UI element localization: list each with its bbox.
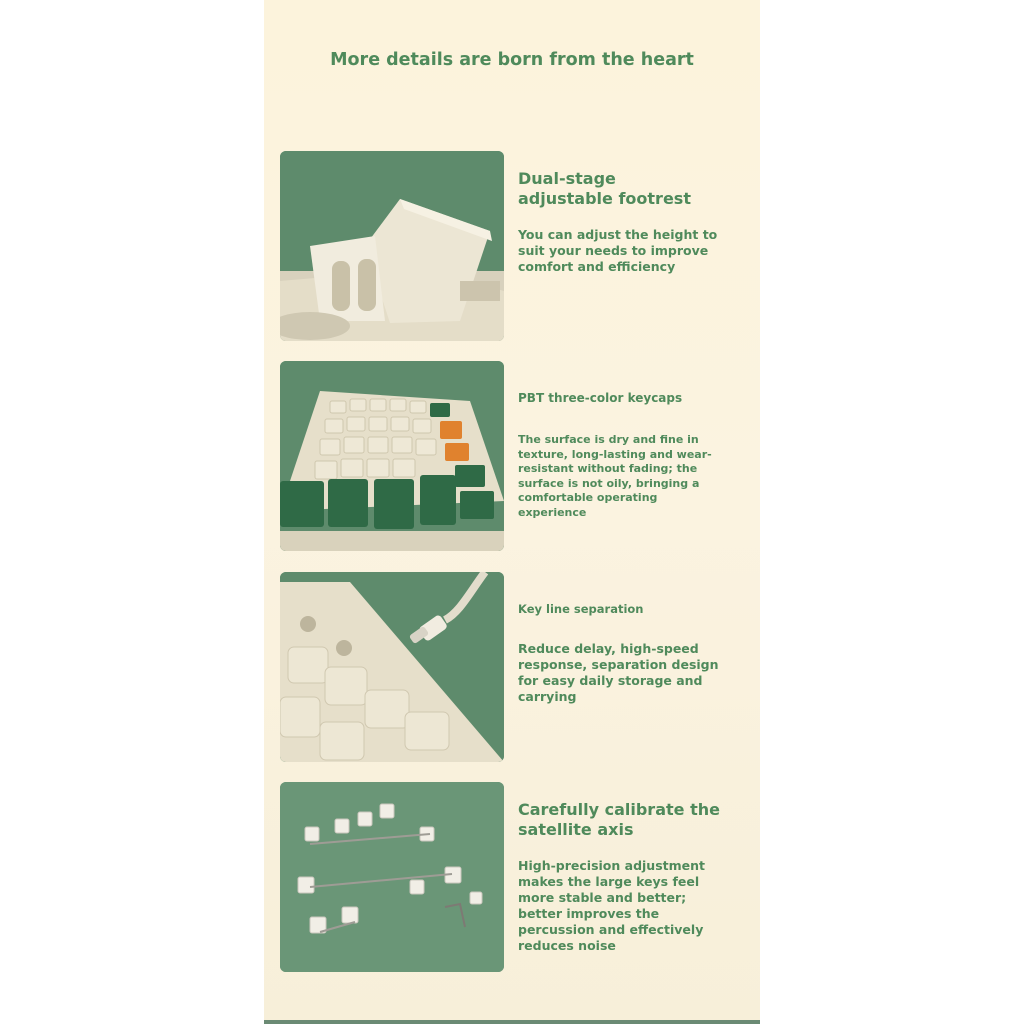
feature-heading: Carefully calibrate the satellite axis — [518, 800, 720, 839]
feature-description: The surface is dry and fine in texture, long-lasting and wear-resistant without fading; the surface is not oily, bringing a comfortable operating experience — [518, 433, 712, 519]
bottom-divider — [264, 1020, 760, 1024]
page-title: More details are born from the heart — [330, 50, 694, 70]
feature-keycaps — [280, 361, 744, 553]
feature-footrest — [280, 151, 744, 343]
feature-satellite-axis — [280, 782, 744, 974]
feature-text — [518, 602, 744, 705]
feature-text — [518, 391, 744, 520]
feature-description: You can adjust the height to suit your needs to improve comfort and efficiency — [518, 227, 718, 274]
product-detail-panel — [264, 0, 760, 1024]
usb-c-cable-photo — [280, 572, 504, 762]
feature-text — [518, 169, 744, 275]
feature-heading: Dual-stage adjustable footrest — [518, 169, 691, 208]
keycaps-photo — [280, 361, 504, 551]
feature-key-line-separation — [280, 572, 744, 764]
feature-description: High-precision adjustment makes the large keys feel more stable and better; better improves the percussion and effectively reduces noise — [518, 858, 705, 953]
feature-description: Reduce delay, high-speed response, separation design for easy daily storage and carrying — [518, 641, 719, 704]
footrest-photo — [280, 151, 504, 341]
feature-text — [518, 800, 744, 954]
stabilizer-parts-photo — [280, 782, 504, 972]
feature-heading: Key line separation — [518, 602, 644, 616]
feature-heading: PBT three-color keycaps — [518, 391, 683, 405]
